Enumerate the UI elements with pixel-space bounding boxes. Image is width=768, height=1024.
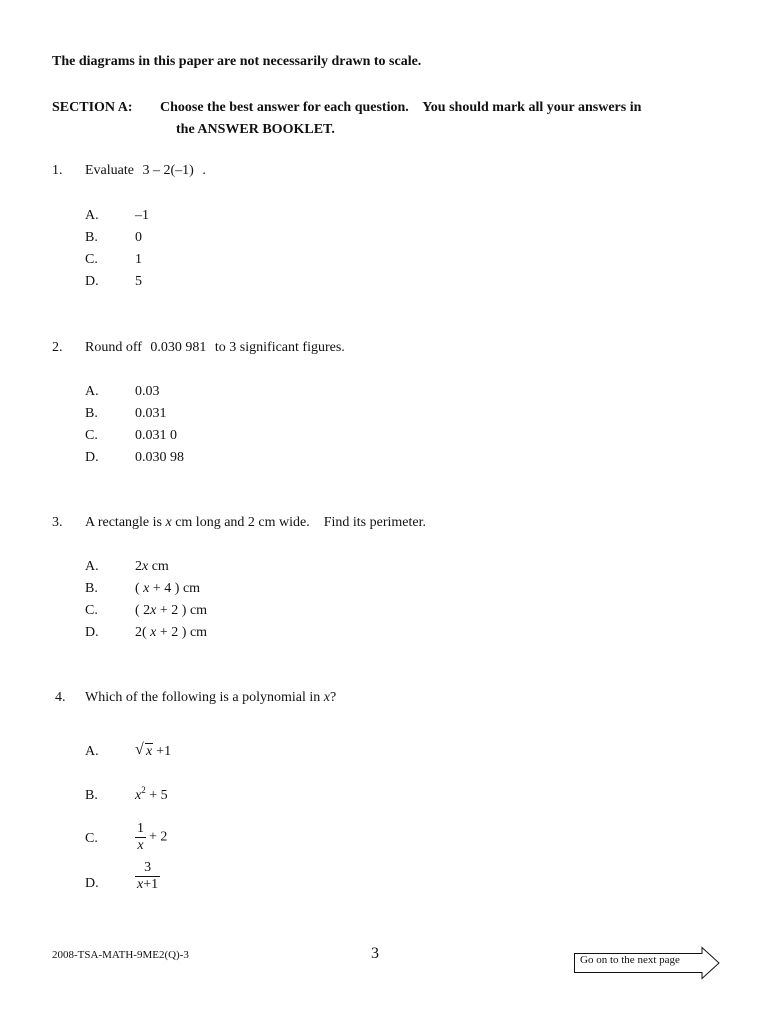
option-value bbox=[135, 821, 167, 854]
math-variable: x bbox=[142, 559, 149, 574]
question-3-text bbox=[85, 515, 426, 531]
text-segment: ( 2 bbox=[135, 603, 151, 618]
instruction-line-1: Choose the best answer for each question. You should mark all your answers in bbox=[160, 100, 642, 115]
option-letter: A. bbox=[85, 744, 99, 759]
option-value bbox=[135, 384, 160, 400]
math-variable: x bbox=[150, 603, 157, 618]
option-letter: C. bbox=[85, 252, 98, 267]
text-segment: ? bbox=[329, 690, 337, 705]
denominator: x bbox=[135, 837, 146, 854]
scale-note: The diagrams in this paper are not necessarily drawn to scale. bbox=[52, 54, 422, 69]
question-2-lead: Round off bbox=[85, 340, 142, 355]
option-letter: D. bbox=[85, 876, 99, 891]
question-1-number: 1. bbox=[52, 163, 63, 178]
exponent: 2 bbox=[141, 785, 146, 795]
numerator: 1 bbox=[137, 821, 144, 836]
text-segment: +1 bbox=[156, 744, 172, 759]
option-value bbox=[135, 252, 142, 268]
option-value bbox=[135, 274, 142, 290]
next-page-button[interactable] bbox=[573, 946, 721, 980]
next-page-label: Go on to the next page bbox=[580, 954, 680, 966]
option-value bbox=[135, 208, 149, 224]
text-segment: 0.030 98 bbox=[135, 450, 184, 465]
option-letter: D. bbox=[85, 625, 99, 640]
paper-code: 2008-TSA-MATH-9ME2(Q)-3 bbox=[52, 949, 189, 961]
option-letter: B. bbox=[85, 230, 98, 245]
text-segment: cm bbox=[148, 559, 169, 574]
text-segment: 0.031 0 bbox=[135, 428, 177, 443]
square-root bbox=[135, 741, 153, 760]
text-segment: + 2 bbox=[149, 829, 168, 845]
option-letter: C. bbox=[85, 603, 98, 618]
option-letter: A. bbox=[85, 208, 99, 223]
section-instruction bbox=[160, 97, 720, 141]
option-value bbox=[135, 559, 169, 575]
question-1-expression: 3 – 2(–1) bbox=[142, 163, 194, 178]
question-3-number: 3. bbox=[52, 515, 63, 530]
option-value bbox=[135, 230, 142, 246]
question-2-tail: to 3 significant figures. bbox=[214, 340, 345, 355]
text-segment: –1 bbox=[135, 208, 149, 223]
text-segment: 2 bbox=[135, 559, 142, 574]
question-2-expression: 0.030 981 bbox=[150, 340, 207, 355]
text-segment: 0 bbox=[135, 230, 142, 245]
option-letter: B. bbox=[85, 581, 98, 596]
option-letter: B. bbox=[85, 788, 98, 803]
text-segment: 2( bbox=[135, 625, 151, 640]
option-value bbox=[135, 603, 207, 619]
text-segment: cm long and 2 cm wide. Find its perimeter. bbox=[171, 515, 426, 530]
option-value bbox=[135, 860, 163, 893]
question-2-number: 2. bbox=[52, 340, 63, 355]
math-variable: x bbox=[165, 515, 172, 530]
section-tag: SECTION A: bbox=[52, 100, 133, 115]
option-letter: C. bbox=[85, 831, 98, 846]
option-letter: A. bbox=[85, 559, 99, 574]
question-1-tail: . bbox=[202, 163, 206, 178]
option-value bbox=[135, 741, 172, 760]
fraction bbox=[135, 860, 160, 893]
fraction bbox=[135, 821, 146, 854]
instruction-line-2: the ANSWER BOOKLET. bbox=[176, 122, 335, 137]
radicand: x bbox=[146, 744, 153, 759]
text-segment: + 5 bbox=[145, 788, 168, 803]
text-segment: 1 bbox=[135, 252, 142, 267]
question-1-lead: Evaluate bbox=[85, 163, 134, 178]
question-2-text bbox=[85, 340, 345, 356]
math-variable: x bbox=[323, 690, 330, 705]
text-segment: + 2 ) cm bbox=[156, 625, 208, 640]
text-segment: + 2 ) cm bbox=[156, 603, 208, 618]
text-segment: 0.03 bbox=[135, 384, 160, 399]
page-number: 3 bbox=[371, 945, 379, 962]
option-value bbox=[135, 406, 167, 422]
text-segment: + 4 ) cm bbox=[149, 581, 201, 596]
option-value bbox=[135, 428, 177, 444]
numerator: 3 bbox=[144, 860, 152, 875]
option-letter: D. bbox=[85, 274, 99, 289]
text-segment: 0.031 bbox=[135, 406, 167, 421]
option-letter: A. bbox=[85, 384, 99, 399]
radical-icon: √ bbox=[135, 741, 144, 758]
option-value bbox=[135, 625, 207, 641]
denominator: x+1 bbox=[137, 877, 159, 892]
text-segment: 5 bbox=[135, 274, 142, 289]
question-1-text bbox=[85, 163, 206, 179]
option-value bbox=[135, 581, 200, 597]
option-letter: B. bbox=[85, 406, 98, 421]
option-value bbox=[135, 450, 184, 466]
text-segment: Which of the following is a polynomial in bbox=[85, 690, 324, 705]
option-letter: C. bbox=[85, 428, 98, 443]
text-segment: A rectangle is bbox=[85, 515, 166, 530]
option-letter: D. bbox=[85, 450, 99, 465]
option-value bbox=[135, 785, 168, 804]
text-segment: ( bbox=[135, 581, 144, 596]
question-4-text bbox=[85, 690, 336, 706]
math-variable: x bbox=[143, 581, 150, 596]
math-variable: x bbox=[150, 625, 157, 640]
math-variable: x bbox=[135, 788, 142, 803]
question-4-number: 4. bbox=[55, 690, 66, 705]
